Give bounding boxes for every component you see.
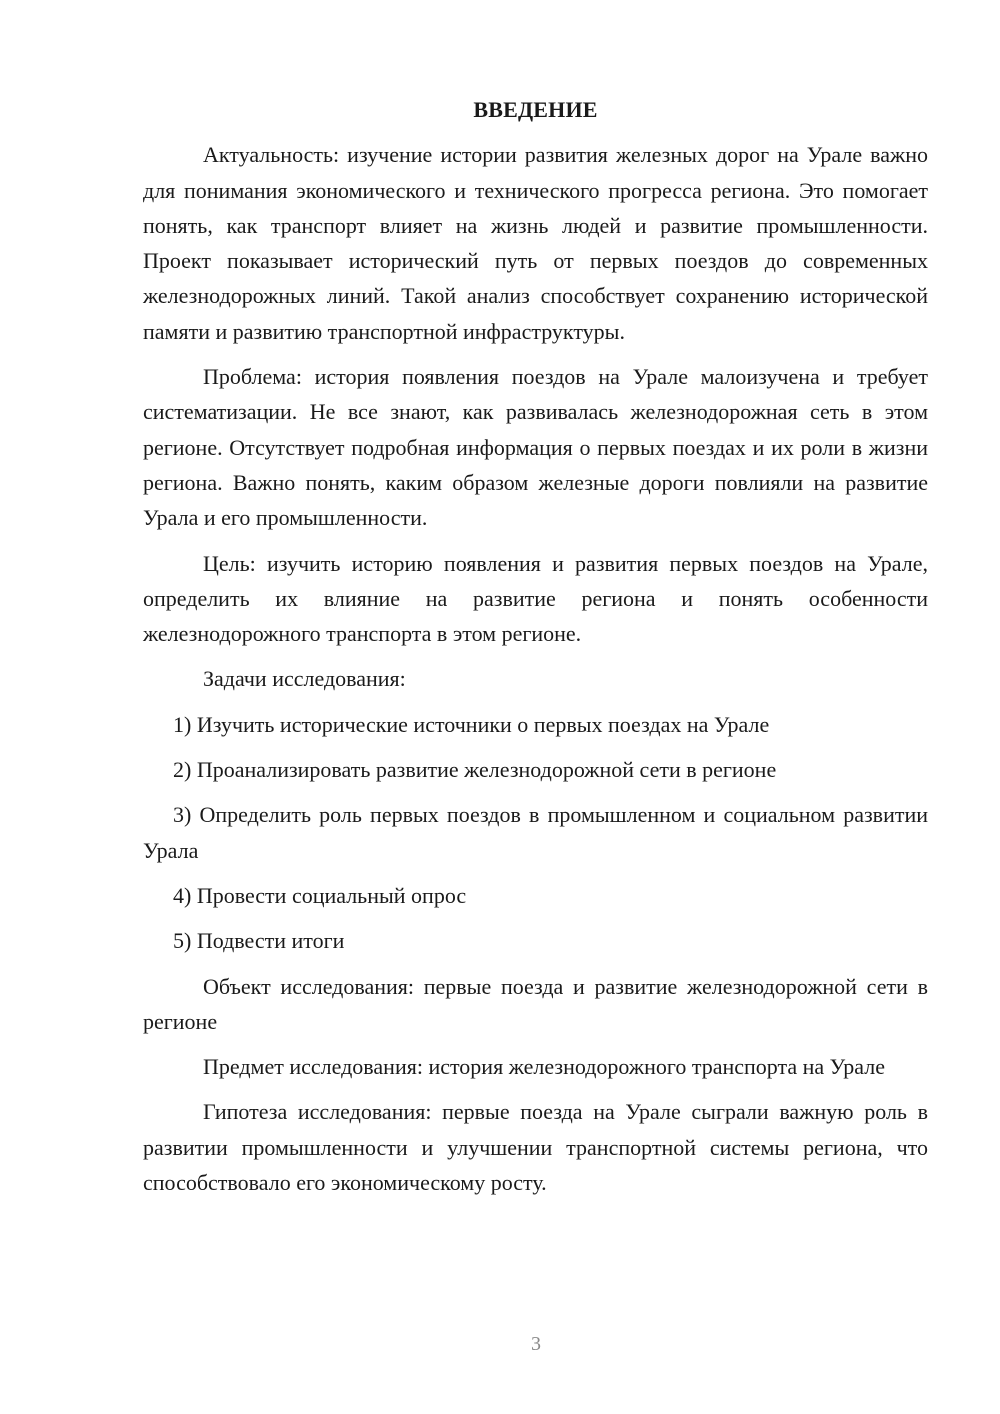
page-number: 3 [531, 1333, 541, 1355]
tasks-title: Задачи исследования: [203, 666, 406, 692]
task-item-1: 1) Изучить исторические источники о первых поездах на Урале [173, 711, 770, 737]
task-item-4: 4) Провести социальный опрос [173, 882, 467, 908]
paragraph-relevance: Актуальность: изучение истории развития железных дорог на Урале важно для понимания экономического и технического прогресса региона. Это помогает понять, как транспорт влияет на жизнь людей и развитие промышленности. Проект показывает исторический путь от первых поездов до современных железнодорожных линий. Такой анализ способствует сохранению исторической памяти и развитию транспортной инфраструктуры. [143, 142, 928, 344]
paragraph-object: Объект исследования: первые поезда и развитие железнодорожной сети в регионе [143, 973, 928, 1034]
paragraph-problem: Проблема: история появления поездов на Урале малоизучена и требует систематизации. Не все знают, как развивалась железнодорожная сеть в этом регионе. Отсутствует подробная информация о первых поездах и их роли в жизни региона. Важно понять, каким образом железные дороги повлияли на развитие Урала и его промышленности. [143, 364, 928, 531]
task-item-5: 5) Подвести итоги [173, 928, 345, 954]
task-item-3: 3) Определить роль первых поездов в промышленном и социальном развитии Урала [143, 802, 928, 863]
paragraph-hypothesis: Гипотеза исследования: первые поезда на Урале сыграли важную роль в развитии промышленности и улучшении транспортной системы региона, что способствовало его экономическому росту. [143, 1099, 928, 1196]
document-body [143, 92, 928, 1210]
paragraph-subject: Предмет исследования: история железнодорожного транспорта на Урале [203, 1054, 886, 1080]
section-heading: ВВЕДЕНИЕ [473, 97, 598, 122]
paragraph-goal: Цель: изучить историю появления и развития первых поездов на Урале, определить их влияние на развитие региона и понять особенности железнодорожного транспорта в этом регионе. [143, 550, 928, 647]
task-item-2: 2) Проанализировать развитие железнодорожной сети в регионе [173, 757, 777, 783]
